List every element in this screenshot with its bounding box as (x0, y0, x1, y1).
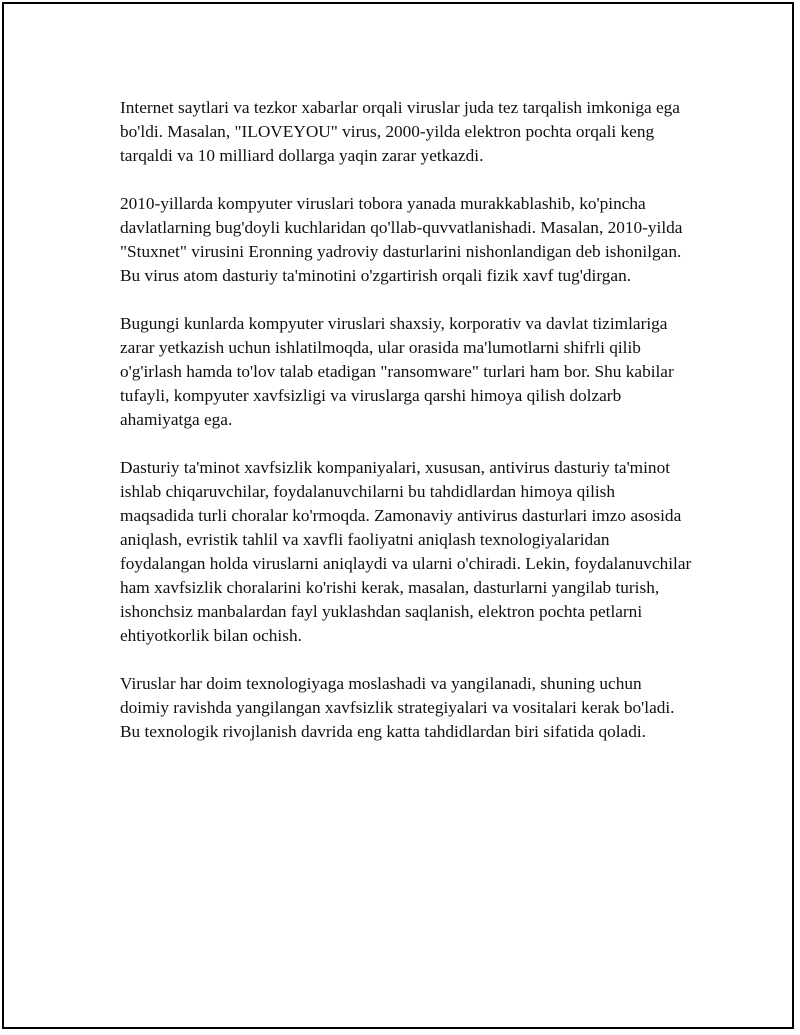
paragraph: Dasturiy ta'minot xavfsizlik kompaniyalari, xususan, antivirus dasturiy ta'minot ishlab chiqaruvchilar, foydalanuvchilarni bu tahdidlardan himoya qilish maqsadida turli choralar ko'rmoqda. Zamonaviy antivirus dasturlari imzo asosida aniqlash, evristik tahlil va xavfli faoliyatni aniqlash texnologiyalaridan foydalangan holda viruslarni aniqlaydi va ularni o'chiradi. Lekin, foydalanuvchilar ham xavfsizlik choralarini ko'rishi kerak, masalan, dasturlarni yangilab turish, ishonchsiz manbalardan fayl yuklashdan saqlanish, elektron pochta petlarni ehtiyotkorlik bilan ochish. (120, 458, 692, 645)
document-body (120, 96, 692, 768)
paragraph: 2010-yillarda kompyuter viruslari tobora yanada murakkablashib, ko'pincha davlatlarning bug'doyli kuchlaridan qo'llab-quvvatlanishadi. Masalan, 2010-yilda "Stuxnet" virusini Eronning yadroviy dasturlarini nishonlandigan deb ishonilgan. Bu virus atom dasturiy ta'minotini o'zgartirish orqali fizik xavf tug'dirgan. (120, 194, 683, 285)
paragraph: Viruslar har doim texnologiyaga moslashadi va yangilanadi, shuning uchun doimiy ravishda yangilangan xavfsizlik strategiyalari va vositalari kerak bo'ladi. Bu texnologik rivojlanish davrida eng katta tahdidlardan biri sifatida qoladi. (120, 674, 675, 741)
document-page (2, 2, 794, 1029)
paragraph: Internet saytlari va tezkor xabarlar orqali viruslar juda tez tarqalish imkoniga ega bo'ldi. Masalan, "ILOVEYOU" virus, 2000-yilda elektron pochta orqali keng tarqaldi va 10 milliard dollarga yaqin zarar yetkazdi. (120, 98, 680, 165)
paragraph: Bugungi kunlarda kompyuter viruslari shaxsiy, korporativ va davlat tizimlariga zarar yetkazish uchun ishlatilmoqda, ular orasida ma'lumotlarni shifrli qilib o'g'irlash hamda to'lov talab etadigan "ransomware" turlari ham bor. Shu kabilar tufayli, kompyuter xavfsizligi va viruslarga qarshi himoya qilish dolzarb ahamiyatga ega. (120, 314, 674, 429)
